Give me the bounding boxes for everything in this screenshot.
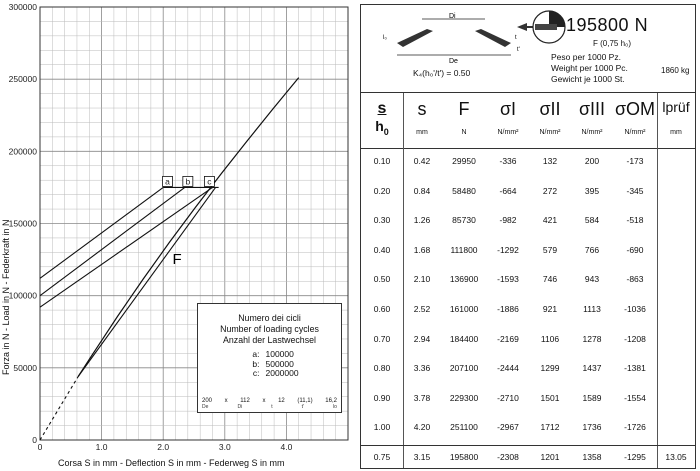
table-row xyxy=(361,182,695,202)
table-row xyxy=(361,330,695,350)
de-label: De xyxy=(449,58,458,65)
table-cell: 1278 xyxy=(582,333,602,344)
marker-label-c: c xyxy=(207,176,212,187)
table-cell: 1.68 xyxy=(413,244,431,255)
header-s-unit: mm xyxy=(416,129,428,136)
weight-de: Gewicht je 1000 St. xyxy=(551,74,625,84)
table-cell: 3.15 xyxy=(413,452,431,462)
spec-panel xyxy=(360,4,696,469)
table-cell: 395 xyxy=(584,185,600,196)
table-footer-row xyxy=(361,448,695,468)
rated-force-note: F (0,75 h₀) xyxy=(593,39,631,48)
header-sigma-iii-sym: σIII xyxy=(578,99,606,119)
footer-separator xyxy=(361,445,695,446)
table-row xyxy=(361,418,695,438)
x-tick-label: 1.0 xyxy=(95,442,108,452)
header-s-sym: s xyxy=(417,99,427,119)
table-cell: 921 xyxy=(542,304,558,314)
table-row xyxy=(361,270,695,290)
table-cell: -1726 xyxy=(624,422,646,433)
legend-title-en: Number of loading cycles xyxy=(220,324,319,334)
table-cell: 0.50 xyxy=(373,274,391,285)
rated-force: 195800 N xyxy=(566,15,649,35)
table-cell: 1736 xyxy=(582,422,602,433)
header-sigma-om-unit: N/mm² xyxy=(624,129,646,136)
legend-dimensions xyxy=(202,398,337,410)
table-cell: 1106 xyxy=(540,333,560,344)
x-axis-title: Corsa S in mm - Deflection S in mm - Federweg S in mm xyxy=(58,458,285,468)
header-sigma-iii xyxy=(571,93,613,148)
table-row xyxy=(361,211,695,231)
spring-logo xyxy=(531,9,567,45)
table-cell: 200 xyxy=(584,156,600,166)
table-cell: -1292 xyxy=(497,244,519,255)
table-cell: -518 xyxy=(626,215,644,226)
table-cell: 1437 xyxy=(582,363,602,374)
header-f-unit: N xyxy=(461,129,467,136)
f-line-dashed xyxy=(40,376,78,440)
table-cell: 251100 xyxy=(450,422,478,433)
dim-sub-de: De xyxy=(202,404,209,410)
table-cell: -2169 xyxy=(497,333,519,344)
header-sigma-i-sym: σI xyxy=(499,99,517,119)
table-cell: 1.26 xyxy=(413,215,431,226)
table-cell: 136900 xyxy=(449,274,479,285)
header-sigma-ii-sym: σII xyxy=(539,99,561,119)
dim-tprime: (11,1) xyxy=(297,398,313,404)
table-cell: 1501 xyxy=(540,392,560,403)
table-cell: -1554 xyxy=(624,392,646,403)
table-cell: 272 xyxy=(542,185,558,196)
cycle-a-key: a: xyxy=(252,349,260,359)
table-cell: 85730 xyxy=(452,215,476,226)
k-factor: K₄(h₀'/t') = 0.50 xyxy=(413,68,471,78)
table-header xyxy=(361,93,695,149)
header-sigma-ii-unit: N/mm² xyxy=(539,129,561,136)
header-s xyxy=(403,93,441,148)
header-lpruf-sym: lprüf xyxy=(662,99,690,115)
weight-en: Weight per 1000 Pc. xyxy=(551,63,628,73)
table-cell: 4.20 xyxy=(413,422,431,433)
table-cell: 207100 xyxy=(449,363,479,374)
header-s-over-h0: s $h_0$ xyxy=(375,100,389,137)
table-cell: -690 xyxy=(626,244,644,255)
table-cell: 0.70 xyxy=(373,333,391,344)
dim-x1: x xyxy=(224,398,228,404)
legend-box xyxy=(197,303,342,413)
y-tick-label: 100000 xyxy=(8,290,37,301)
dim-x2: x xyxy=(262,398,266,404)
table-cell: 766 xyxy=(584,244,600,255)
y-tick-label: 150000 xyxy=(8,218,37,229)
table-cell: -2710 xyxy=(497,392,519,403)
lo-label: l₀ xyxy=(383,35,387,41)
table-cell: 3.78 xyxy=(413,392,431,403)
table-cell: 0.90 xyxy=(373,392,391,403)
table-cell: 0.10 xyxy=(373,156,391,166)
table-row xyxy=(361,359,695,379)
table-cell: -1295 xyxy=(624,452,646,462)
weight-it: Peso per 1000 Pz. xyxy=(551,52,621,62)
legend-title-de: Anzahl der Lastwechsel xyxy=(223,335,316,345)
table-cell: 1.00 xyxy=(373,422,391,433)
header-sigma-i xyxy=(487,93,529,148)
table-cell: 0.75 xyxy=(373,452,391,462)
table-row xyxy=(361,300,695,320)
header-sigma-om xyxy=(613,93,657,148)
table-cell: 2.52 xyxy=(413,304,431,314)
dim-t: 12 xyxy=(278,398,285,404)
table-cell: -345 xyxy=(626,185,644,196)
dim-sub-tprime: t' xyxy=(301,404,305,410)
f-curve-label: F xyxy=(172,250,182,268)
table-cell: -2444 xyxy=(497,363,519,374)
x-tick-label: 2.0 xyxy=(157,442,170,452)
t-label: t xyxy=(515,35,517,41)
table-cell: -664 xyxy=(499,185,517,196)
header-f-sym: F xyxy=(458,99,470,119)
legend-cycles xyxy=(220,350,320,379)
table-row xyxy=(361,152,695,172)
table-row xyxy=(361,241,695,261)
weight-value: 1860 kg xyxy=(661,66,690,75)
x-tick-label: 0 xyxy=(37,442,43,452)
header-lpruf-unit: mm xyxy=(670,129,682,136)
header-f xyxy=(441,93,487,148)
y-tick-label: 200000 xyxy=(8,146,37,157)
cycle-a-value: 100000 xyxy=(265,349,294,359)
header-sigma-i-unit: N/mm² xyxy=(497,129,519,136)
table-cell: 58480 xyxy=(452,185,476,196)
table-cell: -863 xyxy=(626,274,644,285)
table-cell: 1299 xyxy=(540,363,560,374)
table-cell: -336 xyxy=(499,156,517,166)
header-sigma-om-sym: σOM xyxy=(614,99,656,119)
dim-sub-lo: lo xyxy=(333,404,337,410)
table-cell: 1201 xyxy=(540,452,560,462)
cycle-c-key: c: xyxy=(252,368,260,378)
table-cell: 0.42 xyxy=(413,156,431,166)
x-tick-label: 4.0 xyxy=(280,442,293,452)
legend-title-it: Numero dei cicli xyxy=(238,313,301,323)
table-cell: 184400 xyxy=(449,333,479,344)
table-row xyxy=(361,389,695,409)
cycle-b-value: 500000 xyxy=(265,358,294,369)
header-sigma-iii-unit: N/mm² xyxy=(581,129,603,136)
table-cell: 229300 xyxy=(449,392,479,403)
dim-sub-t: t xyxy=(271,404,273,410)
table-cell: 1589 xyxy=(582,392,602,403)
table-cell: 0.80 xyxy=(373,363,391,374)
table-cell: 195800 xyxy=(449,452,479,462)
table-cell: 29950 xyxy=(452,156,476,166)
table-cell: 3.36 xyxy=(413,363,431,374)
table-cell: -173 xyxy=(626,156,644,166)
table-cell: -1036 xyxy=(624,304,646,314)
x-tick-label: 3.0 xyxy=(218,442,231,452)
y-tick-label: 0 xyxy=(32,435,37,445)
marker-label-a: a xyxy=(165,176,170,187)
table-cell: 13.05 xyxy=(665,452,687,462)
table-cell: 1712 xyxy=(540,422,560,433)
table-cell: 579 xyxy=(542,244,558,255)
header-sigma-ii xyxy=(529,93,571,148)
dim-lo: 16,2 xyxy=(325,398,337,404)
dim-sub-di: Di xyxy=(237,404,243,410)
y-tick-label: 300000 xyxy=(8,2,37,12)
spec-header xyxy=(361,5,695,93)
dim-de: 200 xyxy=(202,398,213,404)
table-cell: 2.94 xyxy=(413,333,431,344)
cycle-b-key: b: xyxy=(252,358,260,369)
table-cell: -1381 xyxy=(624,363,646,374)
table-cell: 746 xyxy=(542,274,558,285)
dim-di: 112 xyxy=(240,398,250,404)
table-cell: 0.40 xyxy=(373,244,391,255)
table-cell: 0.84 xyxy=(413,185,431,196)
table-cell: 1113 xyxy=(583,304,601,314)
di-label: Di xyxy=(449,13,456,20)
table-cell: -2308 xyxy=(497,452,519,462)
marker-label-b: b xyxy=(185,176,191,187)
table-cell: -982 xyxy=(499,215,517,226)
cycle-c-value: 2000000 xyxy=(265,368,299,378)
y-tick-label: 50000 xyxy=(13,362,37,373)
table-cell: 584 xyxy=(584,215,600,226)
table-cell: 0.20 xyxy=(373,185,391,196)
tprime-label: t' xyxy=(517,47,520,53)
table-cell: -2967 xyxy=(497,422,519,433)
y-axis-title: Forza in N - Load in N - Federkraft in N xyxy=(1,219,11,375)
y-tick-label: 250000 xyxy=(8,74,37,85)
table-cell: 111800 xyxy=(450,244,478,255)
table-cell: 0.60 xyxy=(373,304,391,314)
table-cell: 132 xyxy=(542,156,558,166)
table-cell: 2.10 xyxy=(413,274,431,285)
table-cell: -1593 xyxy=(497,274,519,285)
table-cell: 943 xyxy=(584,274,600,285)
table-cell: 1358 xyxy=(582,452,602,462)
table-cell: -1886 xyxy=(497,304,519,314)
table-cell: -1208 xyxy=(624,333,646,344)
header-lpruf xyxy=(657,93,695,148)
table-cell: 421 xyxy=(542,215,558,226)
table-cell: 0.30 xyxy=(373,215,391,226)
table-cell: 161000 xyxy=(449,304,479,314)
